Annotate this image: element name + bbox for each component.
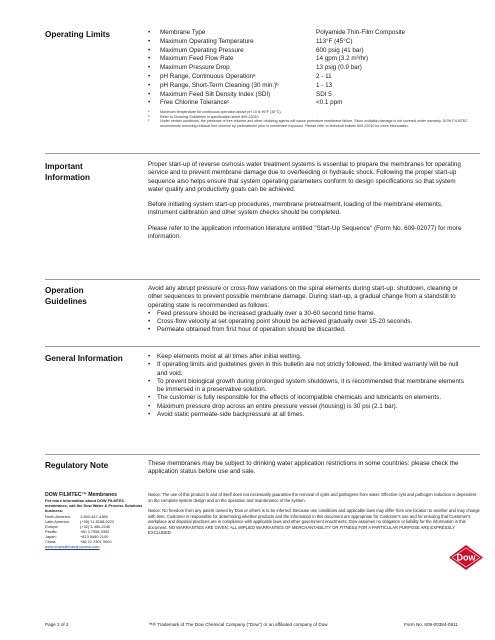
list-item: • Permeate obtained from first hour of operation should be discarded. — [148, 326, 470, 334]
contact-phone[interactable]: (+55) 11-5188-9222 — [80, 519, 115, 525]
footnote-text: Under certain conditions, the presence of free chlorine and other oxidizing agents will cause premature membrane failure. Since oxidation damage is not covered under warranty, DOW FILMTEC recommends removing residual free chlorine by pretreatment prior to membrane exposure. Please refer to technical bulletin 609-22010 for more information. — [160, 119, 468, 128]
operating-limits-footnotes — [148, 110, 478, 128]
general-information-list — [148, 353, 470, 419]
limit-row — [148, 91, 478, 100]
list-item: • Avoid static permeate-side backpressure at all times. — [148, 411, 470, 419]
bullet-icon: • — [148, 55, 151, 63]
operation-guidelines-intro: Avoid any abrupt pressure or cross-flow variations on the spiral elements during start-up, shutdown, cleaning or other sequences to prevent possible membrane damage. During start-up, a gradual change from a standstill to operating state is recommended as follows: — [148, 285, 458, 309]
contact-region: North America: — [45, 514, 71, 520]
limit-value: Polyamide Thin-Film Composite — [316, 29, 406, 36]
important-information-heading-line2: Information — [45, 173, 91, 182]
section-divider — [45, 454, 480, 455]
regulatory-note-text: These membranes may be subject to drinking water application restrictions in some countries: please check the application status before use and sale. — [148, 460, 459, 476]
notice-paragraph: Notice: No freedom from any patent owned by Dow or others is to be inferred. Because use conditions and applicable laws may differ from one location to another and may change with time, Customer is responsible for determining whether products and the information in this document are appropriate for Customer's use and for ensuring that Customer's workplace and disposal practices are in compliance with applicable laws and other government enactments. Dow assumes no obligation or liability for the information in this document. NO WARRANTIES ARE GIVEN; ALL IMPLIED WARRANTIES OF MERCHANTABILITY OR FITNESS FOR A PARTICULAR PURPOSE ARE EXPRESSLY EXCLUDED. — [148, 508, 480, 535]
list-item: • Keep elements moist at all times after initial wetting. — [148, 353, 470, 361]
logo-text: Dow — [456, 552, 476, 563]
limit-value: 600 psig (41 bar) — [316, 46, 364, 54]
contact-heading: DOW FILMTEC™ Membranes — [45, 492, 118, 498]
limit-row — [148, 29, 478, 38]
bullet-icon: • — [148, 46, 151, 54]
limit-name: Maximum Feed Silt Density Index (SDI) — [160, 90, 271, 98]
limit-value: 113°F (45°C) — [316, 37, 353, 45]
general-information-heading: General Information — [45, 354, 123, 363]
limit-row — [148, 38, 478, 47]
limit-row — [148, 73, 478, 82]
operation-guidelines-body — [148, 285, 470, 335]
limit-row — [148, 55, 478, 64]
limit-value: 14 gpm (3.2 m³/hr) — [316, 55, 369, 63]
list-item: • The customer is fully responsible for the effects of incompatible chemicals and lubricants on elements. — [148, 394, 470, 402]
limit-value: 1 - 13 — [316, 81, 333, 89]
operating-limits-table — [148, 29, 478, 129]
contact-region: Japan: — [45, 534, 57, 540]
operation-guidelines-heading-line2: Guidelines — [45, 297, 87, 306]
footnote-mark: ᶜ — [148, 119, 150, 124]
contact-region: Europe: — [45, 524, 59, 530]
limit-row — [148, 47, 478, 56]
legal-notice — [148, 492, 480, 541]
notice-paragraph: Notice: The use of this product in and of itself does not necessarily guarantee the removal of cysts and pathogens from water. Effective cyst and pathogen reduction is dependent on the complete system design and on the operation and maintenance of the system. — [148, 492, 477, 503]
limit-value: <0.1 ppm — [316, 99, 343, 107]
important-information-heading — [45, 161, 90, 183]
important-information-paragraph: Please refer to the application information literature entitled "Start-Up Sequence" (Form No. 609-02077) for more information. — [148, 224, 462, 241]
bullet-icon: • — [148, 64, 151, 72]
contact-intro: For more information about DOW FILMTEC membranes, call the Dow Water & Process Solutions business: — [45, 498, 143, 514]
operation-guidelines-heading-line1: Operation — [45, 286, 84, 295]
limit-name: Maximum Feed Flow Rate — [160, 55, 234, 63]
list-item: • To prevent biological growth during prolonged system shutdowns, it is recommended that membrane elements be immersed in a preservative solution. — [148, 378, 470, 395]
list-item: • If operating limits and guidelines given in this bulletin are not strictly followed, the limited warranty will be null and void. — [148, 361, 470, 378]
limit-row — [148, 82, 478, 91]
list-item: • Maximum pressure drop across an entire pressure vessel (housing) is 30 psi (2.1 bar). — [148, 403, 470, 411]
contact-region: Latin America: — [45, 519, 70, 525]
limit-name: Maximum Operating Temperature — [160, 37, 254, 45]
contact-phone[interactable]: +86 21 2301 9000 — [80, 539, 112, 545]
important-information-heading-line1: Important — [45, 162, 83, 171]
bullet-icon: • — [148, 72, 151, 80]
general-information-body — [148, 353, 470, 419]
contact-region: China: — [45, 539, 57, 545]
limit-name: Membrane Type — [160, 29, 206, 36]
limit-value: SDI 5 — [316, 90, 332, 98]
bullet-icon: • — [148, 29, 151, 36]
section-divider — [45, 346, 480, 347]
limit-row — [148, 64, 478, 73]
contact-region: Pacific: — [45, 529, 58, 535]
limit-value: 13 psig (0.9 bar) — [316, 64, 362, 72]
operating-limits-heading: Operating Limits — [45, 30, 111, 39]
bullet-icon: • — [148, 99, 151, 107]
important-information-body — [148, 161, 470, 241]
footnote-text: Maximum temperature for continuous operation above pH 10 is 95°F (35°C). — [160, 110, 282, 115]
limit-row — [148, 99, 478, 108]
bullet-icon: • — [148, 37, 151, 45]
limit-name: pH Range, Short-Term Cleaning (30 min.)ᵇ — [160, 81, 279, 89]
operation-guidelines-list — [148, 310, 470, 335]
form-number: Form No. 609-00384-0911 — [404, 622, 458, 627]
footnote — [148, 119, 478, 128]
page-number: Page 2 of 2 — [45, 622, 69, 627]
dow-logo — [448, 544, 484, 571]
section-divider — [45, 153, 480, 154]
operation-guidelines-heading — [45, 285, 87, 307]
regulatory-note-heading: Regulatory Note — [45, 461, 109, 470]
bullet-icon: • — [148, 81, 151, 89]
limit-name: Free Chlorine Toleranceᶜ — [160, 99, 230, 107]
list-item: • Cross-flow velocity at set operating point should be achieved gradually over 15-20 seconds. — [148, 318, 470, 326]
list-item: • Feed pressure should be increased gradually over a 30-60 second time frame. — [148, 310, 470, 318]
limit-name: pH Range, Continuous Operationᵃ — [160, 72, 256, 80]
contact-phone[interactable]: 1-800-447-4369 — [80, 514, 108, 520]
contact-block — [45, 492, 143, 549]
bullet-icon: • — [148, 90, 151, 98]
contact-phone[interactable]: +813 5460 2100 — [80, 534, 109, 540]
important-information-paragraph: Before initiating system start-up procedures, membrane pretreatment, loading of the membrane elements, instrument calibration and other system checks should be completed. — [148, 201, 443, 217]
footnote-text: Refer to Cleaning Guidelines in specification sheet 609-23010. — [160, 114, 260, 119]
contact-phone[interactable]: +60 3 7958 3392 — [80, 529, 110, 535]
footnote-mark: ᵃ — [148, 110, 150, 115]
trademark-note: ™® Trademark of The Dow Chemical Company ("Dow") or an affiliated company of Dow — [148, 622, 328, 627]
section-divider — [45, 279, 480, 280]
limit-name: Maximum Pressure Drop — [160, 64, 230, 72]
website-link[interactable]: www.dowwaterandprocess.com — [45, 544, 100, 550]
dow-diamond-icon — [448, 544, 484, 571]
important-information-paragraph: Proper start-up of reverse osmosis water treatment systems is essential to prepare the membranes for operating service and to prevent membrane damage due to overfeeding or hydraulic shock. Following the proper start-up sequence also helps ensure that system operating parameters conform to design specifications so that system water quality and productivity goals can be achieved. — [148, 161, 461, 193]
contact-phone[interactable]: (+32) 3-450-2240 — [80, 524, 111, 530]
limit-name: Maximum Operating Pressure — [160, 46, 244, 54]
footnote-mark: ᵇ — [148, 114, 150, 119]
limit-value: 2 - 11 — [316, 72, 332, 80]
